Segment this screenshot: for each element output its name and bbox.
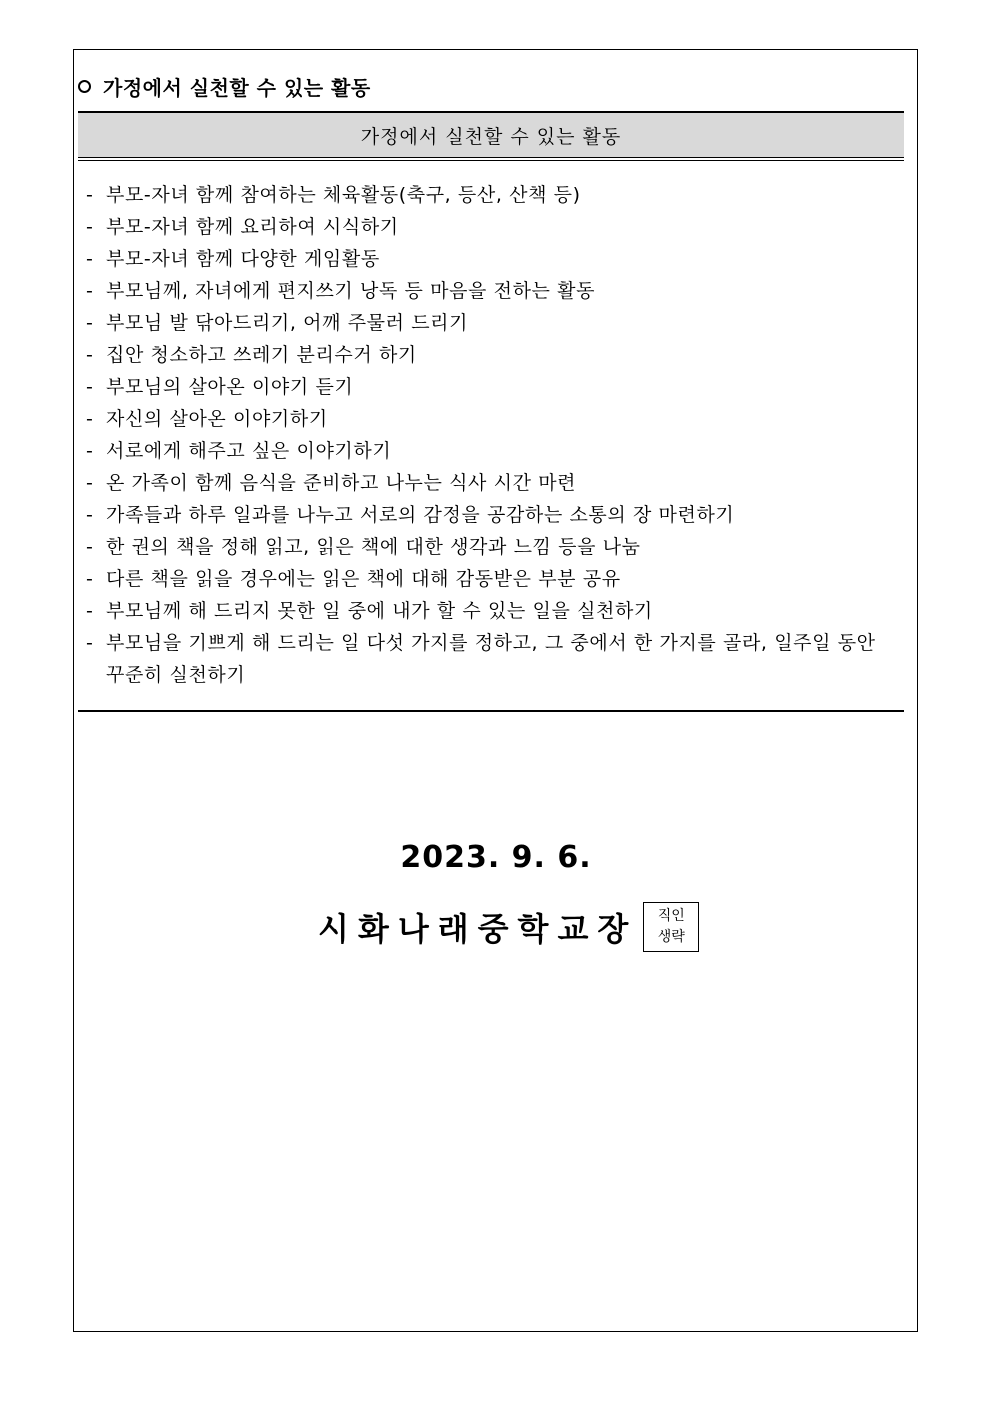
list-item [86, 595, 898, 627]
list-item [86, 499, 898, 531]
dash-bullet: - [86, 408, 94, 430]
dash-bullet: - [86, 280, 94, 302]
list-item-text: 부모님께 해 드리지 못한 일 중에 내가 할 수 있는 일을 실천하기 [106, 600, 653, 622]
list-item-text: 부모-자녀 함께 요리하여 시식하기 [106, 216, 399, 238]
dash-bullet: - [86, 568, 94, 590]
dash-bullet: - [86, 536, 94, 558]
list-item-text: 부모님의 살아온 이야기 듣기 [106, 376, 354, 398]
list-item-text: 다른 책을 읽을 경우에는 읽은 책에 대해 감동받은 부분 공유 [106, 568, 621, 590]
dash-bullet: - [86, 600, 94, 622]
dash-bullet: - [86, 472, 94, 494]
dash-bullet: - [86, 184, 94, 206]
table-bottom-border [78, 710, 904, 712]
list-item [86, 371, 898, 403]
list-item-text: 부모님을 기쁘게 해 드리는 일 다섯 가지를 정하고, 그 중에서 한 가지를 골라, 일주일 동안 꾸준히 실천하기 [106, 632, 876, 686]
list-item [86, 627, 898, 691]
list-item [86, 563, 898, 595]
seal-omitted-box [643, 902, 699, 952]
list-item-text: 한 권의 책을 정해 읽고, 읽은 책에 대한 생각과 느낌 등을 나눔 [106, 536, 641, 558]
dash-bullet: - [86, 632, 94, 654]
circle-bullet-icon [78, 80, 91, 93]
dash-bullet: - [86, 312, 94, 334]
principal-title: 시화나래중학교장 [318, 910, 638, 948]
signature-block [318, 900, 699, 954]
activity-list [86, 179, 898, 691]
list-item [86, 403, 898, 435]
list-item-text: 부모-자녀 함께 다양한 게임활동 [106, 248, 380, 270]
seal-text-line2: 생략 [657, 929, 685, 945]
dash-bullet: - [86, 376, 94, 398]
list-item [86, 275, 898, 307]
table-header: 가정에서 실천할 수 있는 활동 [78, 111, 904, 157]
dash-bullet: - [86, 344, 94, 366]
list-item [86, 467, 898, 499]
issue-date: 2023. 9. 6. [400, 840, 592, 875]
list-item-text: 부모님 발 닦아드리기, 어깨 주물러 드리기 [106, 312, 469, 334]
list-item [86, 179, 898, 211]
list-item-text: 가족들과 하루 일과를 나누고 서로의 감정을 공감하는 소통의 장 마련하기 [106, 504, 735, 526]
list-item-text: 부모님께, 자녀에게 편지쓰기 낭독 등 마음을 전하는 활동 [106, 280, 596, 302]
dash-bullet: - [86, 504, 94, 526]
list-item-text: 자신의 살아온 이야기하기 [106, 408, 328, 430]
list-item [86, 531, 898, 563]
seal-text-line1: 직인 [657, 908, 685, 924]
list-item [86, 339, 898, 371]
dash-bullet: - [86, 216, 94, 238]
list-item [86, 211, 898, 243]
list-item [86, 435, 898, 467]
dash-bullet: - [86, 440, 94, 462]
section-heading [78, 70, 371, 102]
list-item-text: 서로에게 해주고 싶은 이야기하기 [106, 440, 392, 462]
list-item-text: 부모-자녀 함께 참여하는 체육활동(축구, 등산, 산책 등) [106, 184, 581, 206]
list-item-text: 온 가족이 함께 음식을 준비하고 나누는 식사 시간 마련 [106, 472, 577, 494]
list-item-text: 집안 청소하고 쓰레기 분리수거 하기 [106, 344, 417, 366]
list-item [86, 243, 898, 275]
activity-table [78, 111, 904, 713]
list-item [86, 307, 898, 339]
dash-bullet: - [86, 248, 94, 270]
header-divider [78, 157, 904, 161]
section-heading-text: 가정에서 실천할 수 있는 활동 [103, 75, 371, 100]
